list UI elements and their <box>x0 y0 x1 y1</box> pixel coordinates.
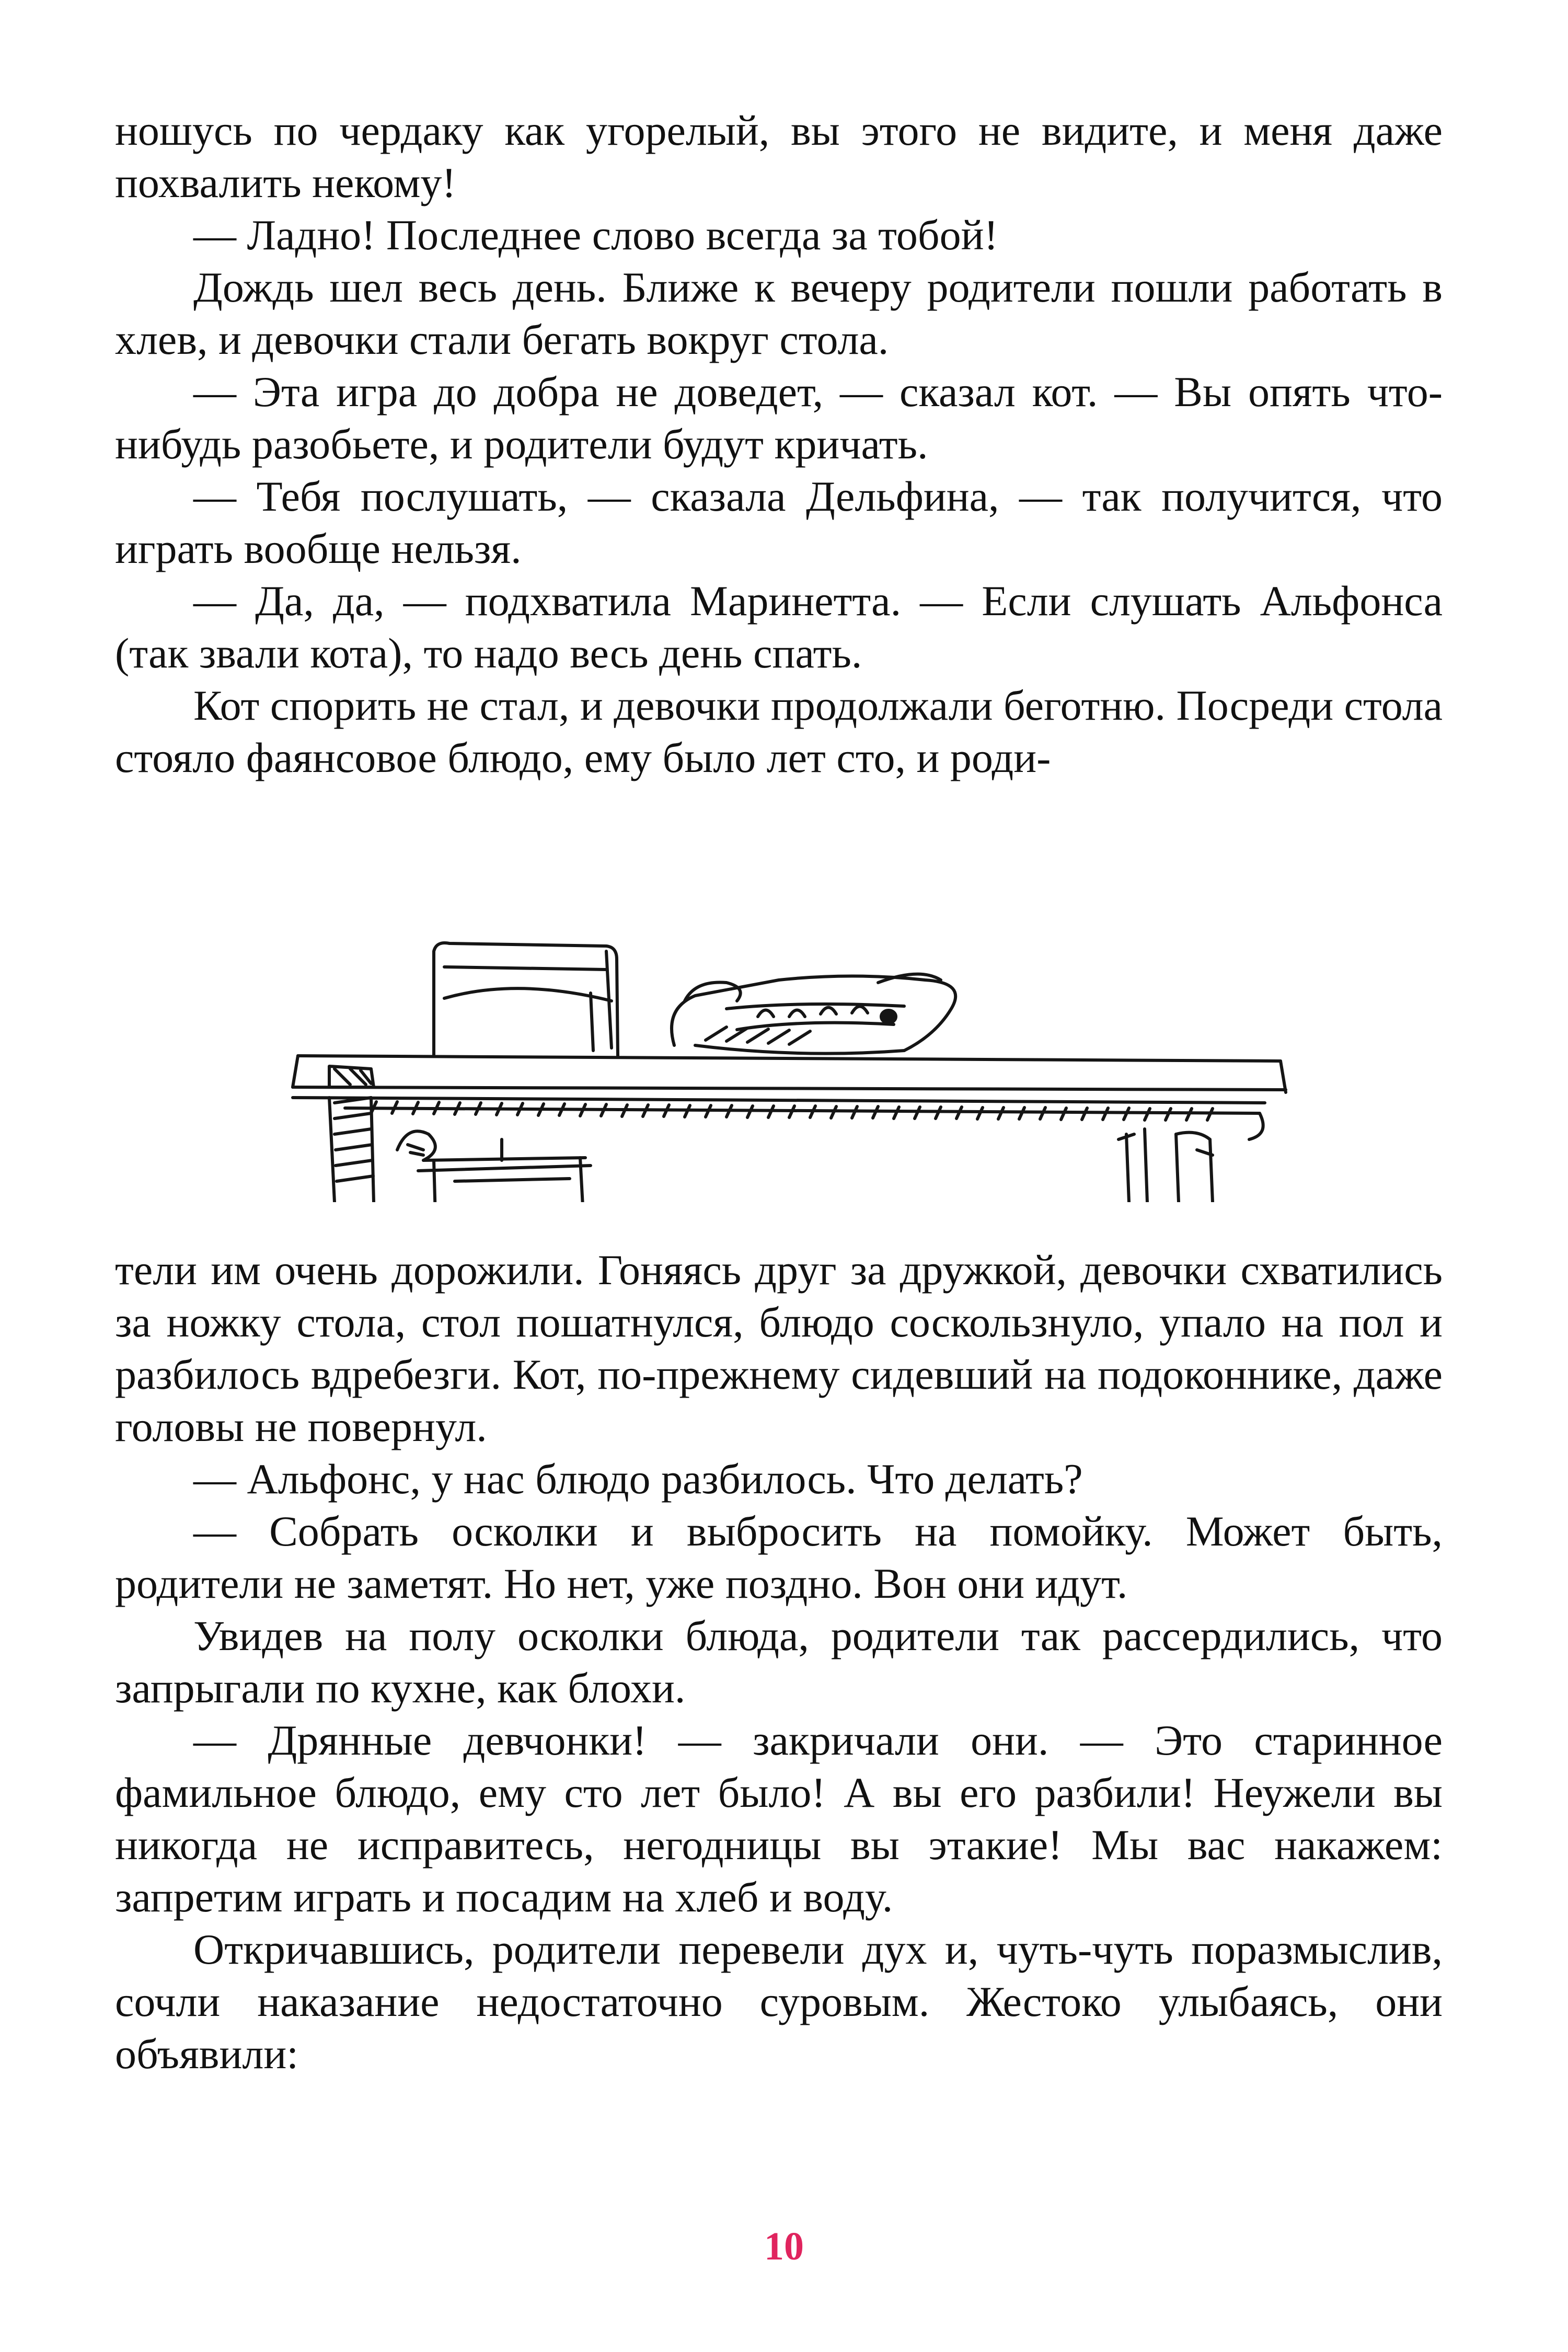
bottom-paragraph-3: — Собрать осколки и выбросить на помойку. Может быть, родители не заметят. Но нет, уже поздно. Вон они идут. <box>115 1507 1443 1607</box>
dish-drawing <box>672 974 955 1054</box>
top-paragraph-5: — Тебя послушать, — сказала Дельфина, — так получится, что играть вообще нельзя. <box>115 472 1443 572</box>
bottom-paragraph-5: — Дрянные девчонки! — закричали они. — Это старинное фамильное блюдо, ему сто лет было! А вы его разбили! Неужели вы никогда не исправитесь, негодницы вы этакие! Мы вас накажем: запретим играть и посадим на хлеб и воду. <box>115 1716 1443 1921</box>
bottom-paragraph-6: Откричавшись, родители перевели дух и, чуть-чуть поразмыслив, сочли наказание недостаточно суровым. Жестоко улыбаясь, они объявили: <box>115 1926 1443 2078</box>
bottom-paragraph-4: Увидев на полу осколки блюда, родители так рассердились, что запрыгали по кухне, как блохи. <box>115 1612 1443 1712</box>
bottom-paragraph-2: — Альфонс, у нас блюдо разбилось. Что делать? <box>193 1455 1083 1503</box>
small-chair-drawing <box>397 1131 591 1202</box>
table-leg-right-drawing <box>1119 1129 1213 1202</box>
top-paragraph-4: — Эта игра до добра не доведет, — сказал кот. — Вы опять что-нибудь разобьете, и родители будут кричать. <box>115 368 1443 468</box>
page-number: 10 <box>764 2224 804 2268</box>
table-top-drawing <box>293 1056 1286 1139</box>
top-paragraph-7: Кот спорить не стал, и девочки продолжали беготню. Посреди стола стояло фаянсовое блюдо, ему было лет сто, и роди- <box>115 682 1443 781</box>
top-paragraph-1: ношусь по чердаку как угорелый, вы этого не видите, и меня даже похвалить некому! <box>115 107 1443 206</box>
chair-back-drawing <box>434 943 618 1056</box>
top-paragraph-3: Дождь шел весь день. Ближе к вечеру родители пошли работать в хлев, и девочки стали бегать вокруг стола. <box>115 263 1443 363</box>
table-illustration <box>277 889 1301 1202</box>
table-leg-left-drawing <box>329 1066 374 1202</box>
text-block-bottom <box>115 1244 1443 2080</box>
bottom-paragraph-1: тели им очень дорожили. Гоняясь друг за дружкой, девочки схватились за ножку стола, стол пошатнулся, блюдо соскользнуло, упало на пол и разбилось вдребезги. Кот, по-прежнему сидевший на подоконнике, даже головы не повернул. <box>115 1246 1443 1450</box>
top-paragraph-6: — Да, да, — подхватила Маринетта. — Если слушать Альфонса (так звали кота), то надо весь день спать. <box>115 577 1443 677</box>
top-paragraph-2: — Ладно! Последнее слово всегда за тобой! <box>193 211 998 259</box>
text-block-top <box>115 105 1443 784</box>
